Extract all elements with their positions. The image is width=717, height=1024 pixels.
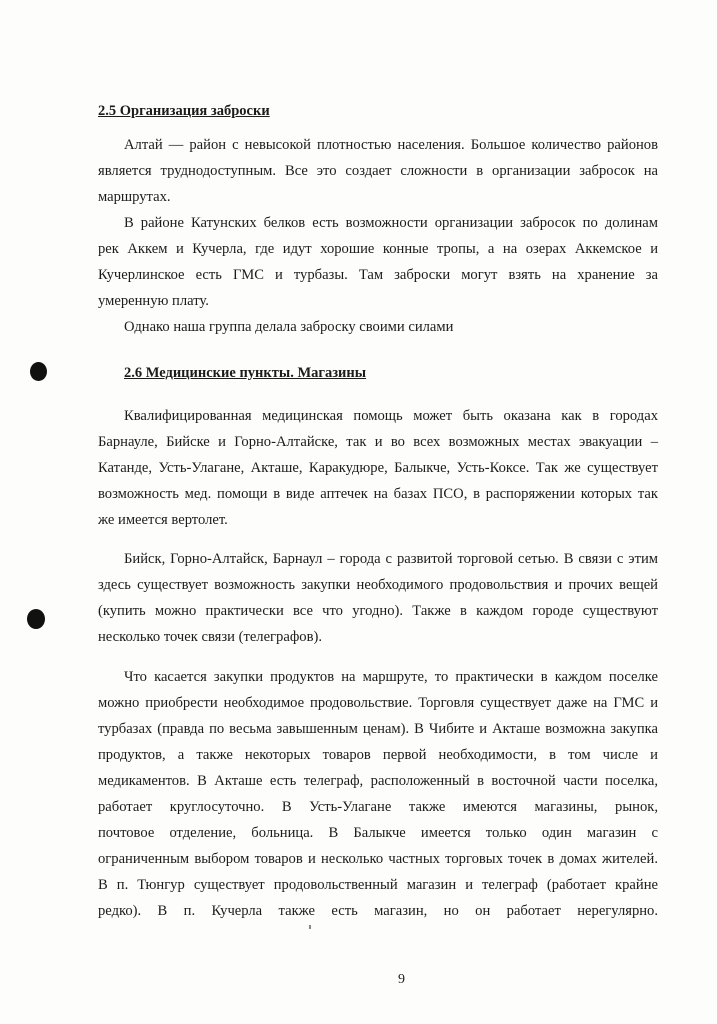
text-line: Что касается закупки продуктов на маршруте, то практически в каждом поселке bbox=[124, 669, 658, 685]
text-line: можно приобрести необходимое продовольствие. Торговля существует даже на ГМС и bbox=[98, 695, 658, 711]
text-line: В п. Тюнгур существует продовольственный магазин и телеграф (работает крайне bbox=[98, 877, 658, 893]
text-line: Алтай — район с невысокой плотностью населения. Большое количество районов bbox=[124, 137, 658, 153]
section-heading: 2.5 Организация заброски bbox=[98, 103, 270, 119]
text-line: Бийск, Горно-Алтайск, Барнаул – города с развитой торговой сетью. В связи с этим bbox=[124, 551, 658, 567]
text-line: маршрутах. bbox=[98, 189, 171, 205]
text-line: является труднодоступным. Все это создает сложности в организации забросок на bbox=[98, 163, 658, 179]
text-line: рек Аккем и Кучерла, где идут хорошие конные тропы, а на озерах Аккемское и bbox=[98, 241, 658, 257]
text-line: Катанде, Усть-Улагане, Акташе, Каракудюре, Балыкче, Усть-Коксе. Так же существует bbox=[98, 460, 658, 476]
text-line: несколько точек связи (телеграфов). bbox=[98, 629, 322, 645]
paragraph bbox=[98, 546, 658, 650]
text-line: почтовое отделение, больница. В Балыкче имеется только один магазин с bbox=[98, 825, 658, 841]
text-line: возможность мед. помощи в виде аптечек на базах ПСО, в распоряжении которых так bbox=[98, 486, 658, 502]
text-line: здесь существует возможность закупки необходимого продовольствия и прочих вещей bbox=[98, 577, 658, 593]
text-line: Квалифицированная медицинская помощь может быть оказана как в городах bbox=[124, 408, 658, 424]
text-line: работает круглосуточно. В Усть-Улагане также имеются магазины, рынок, bbox=[98, 799, 658, 815]
scan-speck bbox=[309, 925, 311, 929]
text-line: продуктов, а также некоторых товаров первой необходимости, в том числе и bbox=[98, 747, 658, 763]
text-line: (купить можно практически все что угодно). Также в каждом городе существуют bbox=[98, 603, 658, 619]
page-number: 9 bbox=[398, 972, 405, 987]
text-line: турбазах (правда по весьма завышенным ценам). В Чибите и Акташе возможна закупка bbox=[98, 721, 658, 737]
paragraph bbox=[98, 664, 658, 924]
punch-hole bbox=[30, 362, 47, 381]
text-line: Барнауле, Бийске и Горно-Алтайске, так и во всех возможных местах эвакуации – bbox=[98, 434, 658, 450]
text-line: умеренную плату. bbox=[98, 293, 209, 309]
text-line: же имеется вертолет. bbox=[98, 512, 228, 528]
text-line: Однако наша группа делала заброску своими силами bbox=[124, 319, 454, 335]
text-line: ограниченным выбором товаров и несколько частных торговых точек в домах жителей. bbox=[98, 851, 658, 867]
text-line: медикаментов. В Акташе есть телеграф, расположенный в восточной части поселка, bbox=[98, 773, 658, 789]
section-heading: 2.6 Медицинские пункты. Магазины bbox=[124, 365, 367, 381]
text-line: Кучерлинское есть ГМС и турбазы. Там заброски могут взять на хранение за bbox=[98, 267, 658, 283]
section-body bbox=[98, 132, 658, 340]
text-line: редко). В п. Кучерла также есть магазин, но он работает нерегулярно. bbox=[98, 903, 658, 919]
punch-hole bbox=[27, 609, 45, 629]
text-line: В районе Катунских белков есть возможности организации забросок по долинам bbox=[124, 215, 658, 231]
paragraph bbox=[98, 403, 658, 533]
